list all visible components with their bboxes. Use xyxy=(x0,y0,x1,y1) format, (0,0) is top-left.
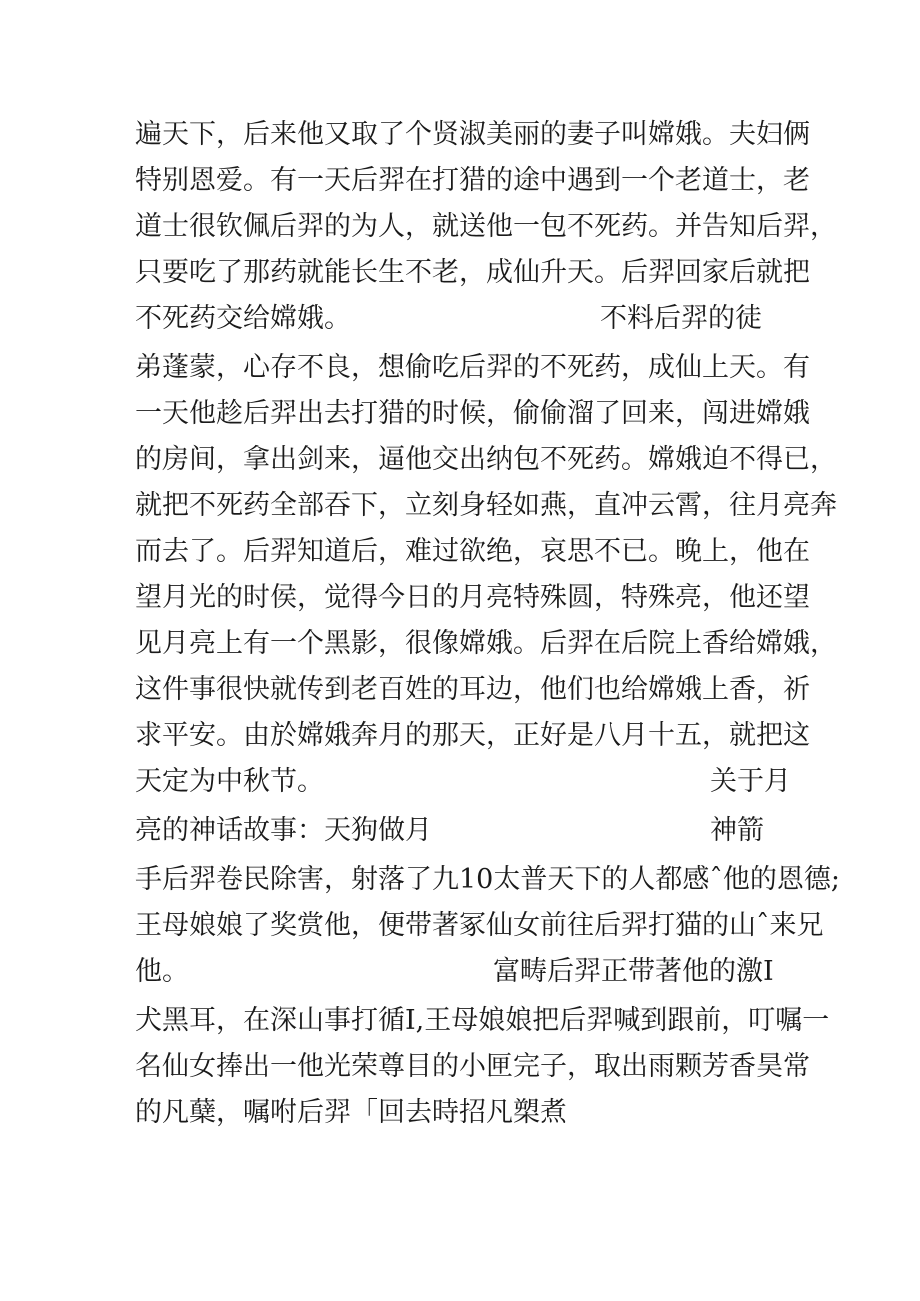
text-line xyxy=(135,299,762,339)
line-tail-text: 不料后羿的徒 xyxy=(600,303,762,334)
line-text: 名仙女捧出一他光荣尊目的小匣完子，取出雨颗芳香昊常 xyxy=(135,1051,810,1082)
text-line xyxy=(135,906,824,946)
text-line xyxy=(135,762,791,802)
line-text: 见月亮上有一个黑影，很像嫦娥。后羿在后院上香给嫦娥， xyxy=(135,628,837,659)
line-text: 他。 xyxy=(135,956,189,987)
text-line xyxy=(135,253,810,293)
line-tail-text: 关于月 xyxy=(710,766,791,797)
text-line xyxy=(135,952,774,992)
line-text: 只要吃了那药就能长生不老，成仙升天。后羿回家后就把 xyxy=(135,257,810,288)
line-text: 亮的神话故事：天狗做月 xyxy=(135,815,432,846)
line-tail-text: 富畴后羿正带著他的激I xyxy=(493,956,774,987)
line-text: 求平安。由於嫦娥奔月的那天，正好是八月十五，就把这 xyxy=(135,720,810,751)
line-text: 道士很钦佩后羿的为人，就送他一包不死药。并告知后羿， xyxy=(135,211,837,242)
text-line xyxy=(135,394,810,434)
text-line xyxy=(135,486,837,526)
line-text: 这件事很快就传到老百姓的耳边，他们也给嫦娥上香，祈 xyxy=(135,674,810,705)
line-text: 而去了。后羿知道后，难过欲绝，哀思不已。晚上，他在 xyxy=(135,536,810,567)
line-text: 的房间，拿出剑来，逼他交出纳包不死药。嫦娥迫不得已， xyxy=(135,444,837,475)
text-line xyxy=(135,348,810,388)
line-text: 遍天下，后来他又取了个贤淑美丽的妻子叫嫦娥。夫妇俩 xyxy=(135,119,810,150)
line-text: 手后羿卷民除害，射落了九10太普天下的人都感ˆ他的恩德; xyxy=(135,864,840,895)
line-text: 望月光的时侯，觉得今日的月亮特殊圆，特殊亮，他还望 xyxy=(135,582,810,613)
text-line xyxy=(135,624,837,664)
line-text: 犬黑耳，在深山事打循I,王母娘娘把后羿喊到跟前，叮嘱一 xyxy=(135,1005,830,1036)
line-text: 不死药交给嫦娥。 xyxy=(135,303,351,334)
line-tail-text: 神箭 xyxy=(710,815,764,846)
text-line xyxy=(135,716,810,756)
text-line xyxy=(135,161,810,201)
text-line xyxy=(135,1093,567,1133)
text-line xyxy=(135,578,810,618)
text-line xyxy=(135,532,810,572)
line-text: 王母娘娘了奖赏他，便带著冢仙女前往后羿打猫的山ˆ来兄 xyxy=(135,910,824,941)
line-text: 就把不死药全部吞下，立刻身轻如燕，直冲云霄，往月亮奔 xyxy=(135,490,837,521)
text-line xyxy=(135,670,810,710)
line-text: 一天他趁后羿出去打猎的时候，偷偷溜了回来，闯进嫦娥 xyxy=(135,398,810,429)
line-text: 天定为中秋节。 xyxy=(135,766,324,797)
line-text: 的凡蘖，嘱咐后羿「回去時招凡槊煮 xyxy=(135,1097,567,1128)
text-line xyxy=(135,811,764,851)
text-line xyxy=(135,860,840,900)
line-text: 特别恩爱。有一天后羿在打猎的途中遇到一个老道士，老 xyxy=(135,165,810,196)
text-line xyxy=(135,1001,829,1041)
text-line xyxy=(135,207,837,247)
text-line xyxy=(135,115,810,155)
text-line xyxy=(135,440,837,480)
text-line xyxy=(135,1047,810,1087)
line-text: 弟蓬蒙，心存不良，想偷吃后羿的不死药，成仙上天。有 xyxy=(135,352,810,383)
